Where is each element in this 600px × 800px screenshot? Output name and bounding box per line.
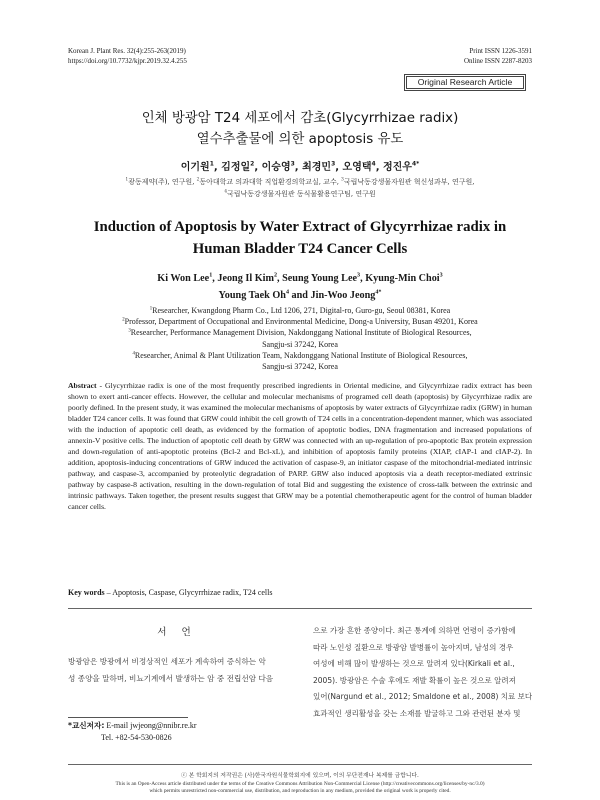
korean-affil-text: 국립낙동강생물자원관 혁신성과부, 연구원, bbox=[343, 178, 475, 186]
english-author bbox=[217, 273, 277, 284]
correspondence-email[interactable]: E-mail jwjeong@nnibr.re.kr bbox=[104, 721, 197, 730]
introduction-text-line: 으로 가장 흔한 종양이다. 최근 통계에 의하면 연령이 증가함에 bbox=[313, 626, 516, 635]
print-issn: Print ISSN 1226-3591 bbox=[469, 47, 532, 55]
footnote-divider bbox=[68, 717, 188, 718]
english-author bbox=[365, 273, 443, 284]
english-author-name: Jeong Il Kim bbox=[217, 273, 274, 284]
author-joiner: and bbox=[289, 290, 311, 301]
korean-affil-text: 광동제약(주), 연구원, bbox=[128, 178, 197, 186]
keywords-text: Apoptosis, Caspase, Glycyrrhizae radix, T24 cells bbox=[112, 588, 273, 597]
korean-affil-mark: 1 bbox=[125, 176, 129, 182]
korean-affil-text: 국립낙동강생물자원관 동식물활용연구팀, 연구원 bbox=[226, 190, 376, 198]
english-affil-mark: 4 bbox=[132, 351, 135, 357]
english-affiliation-line bbox=[0, 306, 600, 316]
english-title-line2: Human Bladder T24 Cancer Cells bbox=[192, 241, 408, 257]
abstract: Abstract - Glycyrrhizae radix is one of the most frequently prescribed ingredients in Oriental medicine, and Glycyrrhizae radix extract has been shown to exert anti-cancer effects. However, the cellular and molecular mechanisms of programed cell death (apoptosis) by Glycyrrhizae radix are poorly defined. In the present study, it was examined the molecular mechanisms of apoptosis by water extracts of Glycyrrhizae radix (GRW) in human bladder T24 cancer cells. It was found that GRW could inhibit the cell growth of T24 cells in a concentration-dependent manner, which was associated with the induction of apoptotic cell death, as evidenced by the formation of apoptotic bodies, DNA fragmentation and increased populations of annexin-V positive cells. The induction of apoptotic cell death by GRW was connected with an up-regulation of pro-apoptotic Bax protein expression and down-regulation of anti-apoptotic proteins (Bcl-2 and Bcl-xL), and inhibition of apoptosis family proteins (XIAP, cIAP-1 and cIAP-2). In addition, apoptosis-inducing concentrations of GRW induced the activation of caspase-9, an initiator caspase of the mitochondrial-mediated intrinsic pathway, and caspase-3, accompanied by proteolytic degradation of PARP. GRW also induced apoptosis via a death receptor-mediated extrinsic pathway by caspase-8 activation, resulting in the down-regulation of total Bid and suggesting the existence of cross-talk between the extrinsic and intrinsic pathways. Taken together, the present results suggest that GRW may be a potential chemotherapeutic agent for the control of human bladder cancer cells. bbox=[68, 381, 533, 511]
introduction-text-line: 2005). 방광암은 수술 후에도 재발 확률이 높은 것으로 알려져 bbox=[313, 675, 516, 685]
english-author-affil-mark: 3 bbox=[357, 272, 361, 279]
english-author-name: Jin-Woo Jeong bbox=[310, 290, 376, 301]
correspondence-note bbox=[68, 720, 197, 744]
korean-affil-text: 동아대학교 의과대학 직업환경의학교실, 교수, bbox=[199, 178, 342, 186]
english-author-name: Kyung-Min Choi bbox=[365, 273, 440, 284]
korean-affiliation-line2 bbox=[0, 189, 600, 200]
introduction-left-column bbox=[68, 653, 286, 687]
english-affiliation-line bbox=[0, 317, 600, 327]
introduction-text-line: 따라 노인성 질환으로 방광암 발병률이 높아지며, 남성의 경우 bbox=[313, 642, 514, 652]
english-author-list-line2 bbox=[0, 290, 600, 301]
english-affil-text: Professor, Department of Occupational and Environmental Medicine, Dong-a University, Busan 49201, Korea bbox=[124, 317, 478, 327]
korean-author bbox=[221, 162, 254, 173]
copyright-notice: ⓒ 본 학회지의 저작권은 (사)한국자원식물학회지에 있으며, 이의 무단전재나 복제를 금합니다. bbox=[181, 773, 419, 779]
license-line1: This is an Open-Access article distributed under the terms of the Creative Commons Attribution Non-Commercial License (http://creativecommons.org/licenses/by-nc/3.0) bbox=[115, 781, 485, 787]
correspondence-phone: Tel. +82-54-530-0826 bbox=[101, 733, 172, 742]
abstract-label: Abstract bbox=[68, 381, 97, 390]
doi-link[interactable]: https://doi.org/10.7732/kjpr.2019.32.4.255 bbox=[68, 57, 187, 65]
introduction-heading: 서 언 bbox=[157, 627, 197, 638]
korean-author-affil-mark: 3 bbox=[290, 160, 295, 168]
english-affil-mark: 2 bbox=[122, 317, 125, 323]
korean-affiliation-line1 bbox=[0, 177, 600, 188]
english-title-line1: Induction of Apoptosis by Water Extract of Glycyrrhizae radix in bbox=[93, 219, 507, 235]
introduction-text-line: 방광암은 방광에서 비정상적인 세포가 계속하여 증식하는 악 bbox=[68, 657, 266, 666]
korean-title-line1: 인체 방광암 T24 세포에서 감초(Glycyrrhizae radix) bbox=[141, 111, 459, 126]
keywords: Key words – Apoptosis, Caspase, Glycyrrhizae radix, T24 cells bbox=[68, 588, 273, 597]
english-affil-text: Sangju-si 37242, Korea bbox=[262, 362, 338, 371]
journal-citation: Korean J. Plant Res. 32(4):255-263(2019) bbox=[68, 47, 186, 55]
english-author bbox=[311, 290, 382, 301]
korean-author-name: 정진우 bbox=[382, 162, 412, 173]
english-author-name: Young Taek Oh bbox=[218, 290, 286, 301]
korean-author-name: 이기원 bbox=[180, 162, 210, 173]
korean-author-affil-mark: 3 bbox=[331, 160, 336, 168]
english-affil-mark: 1 bbox=[149, 306, 153, 312]
english-affil-text: Sangju-si 37242, Korea bbox=[262, 339, 338, 349]
introduction-text-line: 여성에 비해 많이 발생하는 것으로 알려져 있다(Kirkali et al., bbox=[313, 659, 515, 669]
english-author-affil-mark: 2 bbox=[273, 272, 278, 279]
korean-author bbox=[343, 162, 376, 173]
journal-header bbox=[68, 46, 187, 66]
english-affiliation-line bbox=[0, 328, 600, 338]
korean-author-list: 이기원$^1$, 김정일$^2$, 이승영$^3$, 최경민$^3$, 오영택$^4$, 정진우$^{4*}$ bbox=[180, 160, 420, 173]
korean-author bbox=[262, 162, 295, 173]
introduction-text-line: 효과적인 생리활성을 갖는 소재를 발굴하고 그와 관련된 분자 및 bbox=[313, 708, 521, 718]
introduction-text-line: 있어(Nargund et al., 2012; Smaldone et al., 2008) 치료 보다 bbox=[313, 692, 532, 702]
english-affil-mark: 3 bbox=[128, 328, 131, 334]
english-author-affil-mark: 4 bbox=[285, 289, 289, 296]
english-affil-text: Researcher, Animal & Plant Utilization Team, Nakdonggang National Institute of Biological Resources, bbox=[134, 350, 468, 360]
english-affiliation-line bbox=[0, 362, 600, 372]
korean-author-affil-mark: 1 bbox=[209, 160, 214, 168]
abstract-text: Glycyrrhizae radix is one of the most frequently prescribed ingredients in Oriental medicine, and Glycyrrhizae radix extract has been shown to exert anti-cancer effects. However, the cellular and molecular mechanisms of programed cell death (apoptosis) by Glycyrrhizae radix are poorly defined. In the present study, it was examined the molecular mechanisms of apoptosis by water extracts of Glycyrrhizae radix (GRW) in human bladder T24 cancer cells. It was found that GRW could inhibit the cell growth of T24 cells in a concentration-dependent manner, which was associated with the induction of apoptotic cell death, as evidenced by the formation of apoptotic bodies, DNA fragmentation and increased populations of annexin-V positive cells. The induction of apoptotic cell death by GRW was connected with an up-regulation of pro-apoptotic Bax protein expression and down-regulation of anti-apoptotic proteins (Bcl-2 and Bcl-xL), and inhibition of apoptosis family proteins (XIAP, cIAP-1 and cIAP-2). In addition, apoptosis-inducing concentrations of GRW induced the activation of caspase-9, an initiator caspase of the mitochondrial-mediated intrinsic pathway, and caspase-3, accompanied by proteolytic degradation of PARP. GRW also induced apoptosis via a death receptor-mediated extrinsic pathway by caspase-8 activation, resulting in the down-regulation of total Bid and suggesting the existence of cross-talk between the extrinsic and intrinsic pathways. Taken together, the present results suggest that GRW may be a potential chemotherapeutic agent for the control of human bladder cancer cells. bbox=[68, 381, 533, 511]
english-author-affil-mark: 4* bbox=[375, 289, 382, 296]
english-author-name: Ki Won Lee bbox=[157, 273, 210, 284]
korean-author-name: 최경민 bbox=[302, 162, 332, 173]
korean-author-affil-mark: 2 bbox=[250, 160, 255, 168]
korean-author-name: 김정일 bbox=[221, 162, 251, 173]
english-author-affil-mark: 3 bbox=[439, 272, 443, 279]
article-type-badge bbox=[404, 74, 526, 91]
korean-affil-mark: 3 bbox=[341, 176, 344, 182]
introduction-text-line: 성 종양을 말하며, 비뇨기계에서 발생하는 암 중 전립선암 다음 bbox=[68, 674, 274, 683]
footer-divider bbox=[68, 764, 532, 765]
license-notice bbox=[0, 781, 600, 795]
korean-author-affil-mark: 4* bbox=[411, 160, 420, 168]
correspondence-label: *교신저자: bbox=[68, 721, 105, 730]
introduction-right-column bbox=[313, 623, 532, 723]
korean-author-name: 오영택 bbox=[342, 162, 372, 173]
english-affiliation-line bbox=[0, 351, 600, 361]
license-line2: which permits unrestricted non-commercial use, distribution, and reproduction in any medium, provided the original work is properly cited. bbox=[149, 788, 451, 794]
english-affiliation-line bbox=[0, 340, 600, 350]
korean-affil-mark: 4 bbox=[224, 188, 227, 194]
english-author bbox=[157, 273, 212, 284]
keywords-label: Key words bbox=[68, 588, 105, 597]
english-author-name: Seung Young Lee bbox=[282, 273, 358, 284]
online-issn: Online ISSN 2287-8203 bbox=[463, 57, 532, 65]
korean-author-name: 이승영 bbox=[261, 162, 291, 173]
korean-title-line2: 열수추출물에 의한 apoptosis 유도 bbox=[196, 132, 404, 147]
section-divider bbox=[68, 608, 532, 609]
korean-author bbox=[181, 162, 214, 173]
english-author-affil-mark: 1 bbox=[209, 272, 213, 279]
english-author bbox=[282, 273, 360, 284]
korean-affil-mark: 2 bbox=[196, 176, 200, 182]
english-affil-text: Researcher, Performance Management Division, Nakdonggang National Institute of Biological Resources, bbox=[130, 328, 472, 338]
issn-block bbox=[464, 46, 532, 66]
article-type-label: Original Research Article bbox=[406, 76, 524, 89]
english-author bbox=[219, 290, 289, 301]
english-affil-text: Researcher, Kwangdong Pharm Co., Ltd 1206, 271, Digital-ro, Guro-gu, Seoul 08381, Korea bbox=[152, 306, 451, 315]
korean-author bbox=[383, 162, 419, 173]
korean-author-affil-mark: 4 bbox=[371, 160, 376, 168]
korean-author bbox=[302, 162, 335, 173]
english-author-list-line1: Ki Won Lee$^1$, Jeong Il Kim$^2$, Seung Young Lee$^3$, Kyung-Min Choi$^3$ bbox=[157, 272, 443, 284]
